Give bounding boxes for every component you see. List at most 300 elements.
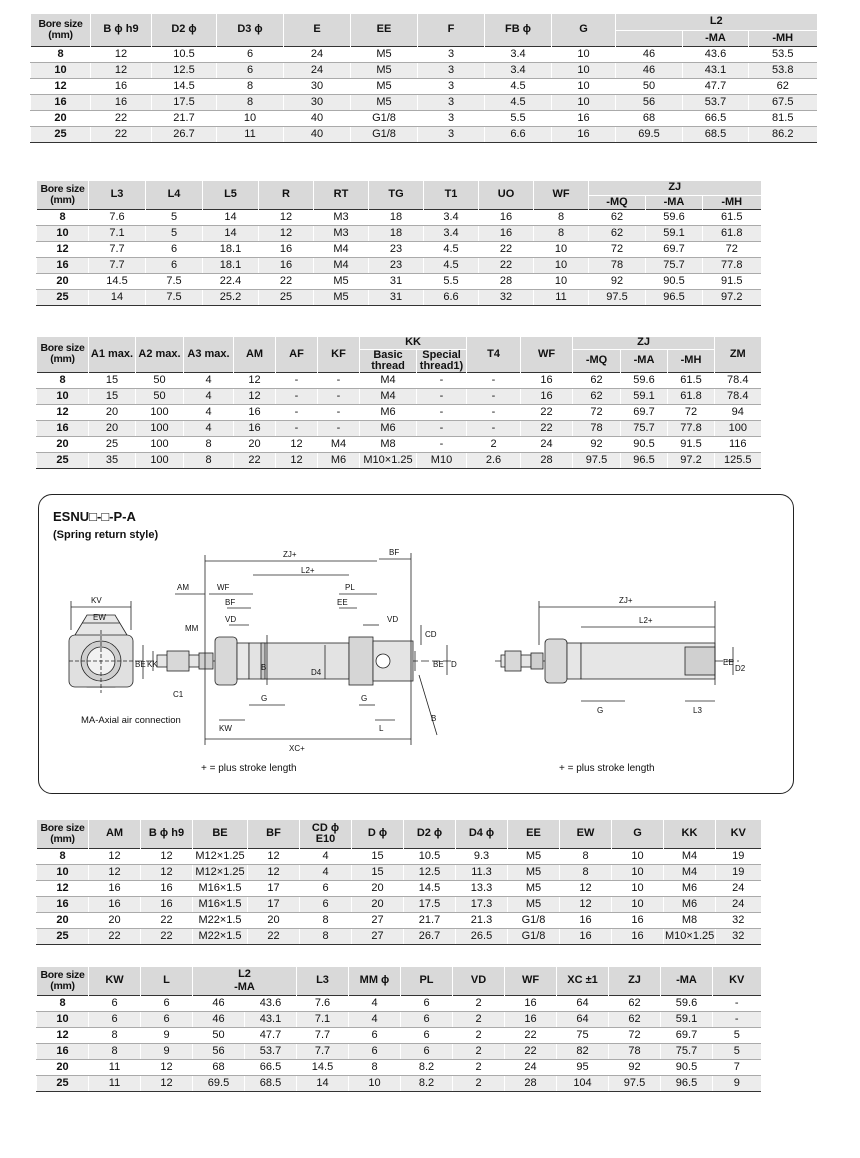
table-cell: 30 <box>284 94 351 110</box>
header-b: B ϕ h9 <box>141 820 193 848</box>
label-l3: L3 <box>693 706 702 715</box>
table-cell: 16 <box>234 420 276 436</box>
table-cell: M8 <box>360 436 417 452</box>
table-cell: 4 <box>184 420 234 436</box>
table-cell: 3 <box>418 126 485 142</box>
table-cell: 27 <box>352 912 404 928</box>
table-cell: 6 <box>300 880 352 896</box>
table-row <box>37 1075 761 1091</box>
header-bore-size: Bore size (mm) <box>37 820 89 848</box>
table-cell: 9 <box>141 1043 193 1059</box>
table-cell: 22 <box>259 273 314 289</box>
table-cell: 78 <box>609 1043 661 1059</box>
header-e: E <box>284 14 351 46</box>
table-cell: 35 <box>89 452 136 468</box>
header-bore-size: Bore size (mm) <box>31 14 91 46</box>
table-cell: 116 <box>715 436 761 452</box>
header-am: AM <box>89 820 141 848</box>
table-cell: - <box>276 420 318 436</box>
table-cell: 10.5 <box>404 848 456 864</box>
table-cell: 46 <box>616 62 683 78</box>
table-cell: 50 <box>616 78 683 94</box>
cylinder-side-view <box>135 637 451 685</box>
table-cell: 68 <box>616 110 683 126</box>
table-cell: 62 <box>589 225 646 241</box>
table-cell: 100 <box>136 420 184 436</box>
table-cell: 16 <box>479 225 534 241</box>
table-cell: M6 <box>360 404 417 420</box>
table-cell: 10 <box>552 46 616 62</box>
table-cell: 43.1 <box>245 1011 297 1027</box>
table-cell: G1/8 <box>351 126 418 142</box>
table-cell: 17 <box>248 880 300 896</box>
table-cell: M6 <box>664 896 716 912</box>
table-cell: 86.2 <box>749 126 817 142</box>
table-cell: 5 <box>713 1027 761 1043</box>
table-cell: 50 <box>193 1027 245 1043</box>
table-cell: 31 <box>369 289 424 305</box>
table-row <box>37 912 761 928</box>
header-ee: EE <box>351 14 418 46</box>
table-cell: 2 <box>453 1027 505 1043</box>
table-cell: 15 <box>89 372 136 388</box>
header-rt: RT <box>314 181 369 209</box>
end-view-hex <box>69 615 133 693</box>
table-cell: 19 <box>716 848 761 864</box>
table-cell: 22 <box>89 928 141 944</box>
table-cell: 66.5 <box>683 110 749 126</box>
header-bore-size: Bore size (mm) <box>37 337 89 372</box>
table-cell: M5 <box>508 848 560 864</box>
table-cell: 6 <box>401 1043 453 1059</box>
table-cell: - <box>417 420 467 436</box>
table-cell: 97.5 <box>573 452 621 468</box>
table-cell: 16 <box>521 388 573 404</box>
axial-air-note: MA-Axial air connection <box>81 715 181 726</box>
table-cell: 25.2 <box>203 289 259 305</box>
header-kk-special: Special thread1) <box>417 349 467 372</box>
table-cell: 4 <box>300 864 352 880</box>
table-cell: M8 <box>664 912 716 928</box>
table-cell: 11 <box>534 289 589 305</box>
table-cell: M6 <box>360 420 417 436</box>
label-pl: PL <box>345 583 355 592</box>
table-cell: 10 <box>349 1075 401 1091</box>
table-cell: 43.6 <box>245 995 297 1011</box>
table-cell: 20 <box>352 896 404 912</box>
bore-size-cell: 20 <box>37 273 89 289</box>
table-cell: - <box>276 388 318 404</box>
table-cell: 16 <box>521 372 573 388</box>
table-cell: 8 <box>89 1043 141 1059</box>
table-cell: 6 <box>401 995 453 1011</box>
bore-size-cell: 12 <box>37 241 89 257</box>
table-cell: 53.8 <box>749 62 817 78</box>
header-uo: UO <box>479 181 534 209</box>
table-cell: 77.8 <box>703 257 761 273</box>
table-row <box>37 848 761 864</box>
table-cell: 12 <box>141 1075 193 1091</box>
header-f: F <box>418 14 485 46</box>
header-kv: KV <box>716 820 761 848</box>
header-l2: L2 <box>193 967 297 981</box>
table-cell: 6 <box>141 995 193 1011</box>
table-cell: - <box>318 388 360 404</box>
header-a1: A1 max. <box>89 337 136 372</box>
table-cell: M5 <box>508 896 560 912</box>
bore-size-cell: 25 <box>37 289 89 305</box>
table-cell: M5 <box>351 46 418 62</box>
table-cell: M16×1.5 <box>193 896 248 912</box>
table-cell: 12 <box>259 209 314 225</box>
table-cell: - <box>318 404 360 420</box>
table-cell: 9 <box>713 1075 761 1091</box>
table-3-body <box>37 372 761 468</box>
table-cell: 82 <box>557 1043 609 1059</box>
table-row <box>37 864 761 880</box>
bore-size-cell: 12 <box>37 880 89 896</box>
table-cell: 4.5 <box>424 241 479 257</box>
label-g-right: G <box>597 706 604 715</box>
table-row <box>37 404 761 420</box>
table-cell: M4 <box>664 848 716 864</box>
table-cell: 6 <box>300 896 352 912</box>
label-ew: EW <box>93 613 106 622</box>
table-cell: 12 <box>89 864 141 880</box>
table-cell: 28 <box>521 452 573 468</box>
table-cell: 17 <box>248 896 300 912</box>
table-cell: 4 <box>349 1011 401 1027</box>
table-cell: 3 <box>418 62 485 78</box>
header-t1: T1 <box>424 181 479 209</box>
table-cell: 10 <box>552 78 616 94</box>
bore-size-cell: 8 <box>37 209 89 225</box>
table-cell: 62 <box>609 1011 661 1027</box>
table-cell: 8 <box>300 912 352 928</box>
header-zm: ZM <box>715 337 761 372</box>
table-cell: 8 <box>217 78 284 94</box>
table-cell: 81.5 <box>749 110 817 126</box>
table-cell: 20 <box>248 912 300 928</box>
bore-size-cell: 16 <box>37 896 89 912</box>
table-cell: 56 <box>193 1043 245 1059</box>
bore-size-cell: 8 <box>31 46 91 62</box>
table-cell: 4.5 <box>424 257 479 273</box>
table-cell: 7.6 <box>297 995 349 1011</box>
header-zj: ZJ <box>589 181 761 195</box>
table-cell: M10×1.25 <box>360 452 417 468</box>
header-zj: ZJ <box>609 967 661 995</box>
table-cell: 22 <box>521 420 573 436</box>
table-cell: 23 <box>369 241 424 257</box>
label-kv: KV <box>91 596 102 605</box>
table-cell: - <box>318 372 360 388</box>
table-row <box>37 225 761 241</box>
table-cell: 8 <box>89 1027 141 1043</box>
table-cell: 3.4 <box>424 209 479 225</box>
table-cell: 72 <box>703 241 761 257</box>
header-d: D ϕ <box>352 820 404 848</box>
table-cell: G1/8 <box>508 912 560 928</box>
label-b-angled: B <box>431 714 437 723</box>
table-cell: 14 <box>297 1075 349 1091</box>
table-cell: 12 <box>141 1059 193 1075</box>
header-zj-ma: -MA <box>646 195 703 209</box>
table-cell: 7.6 <box>89 209 146 225</box>
table-cell: 18.1 <box>203 241 259 257</box>
table-cell: 100 <box>136 404 184 420</box>
table-cell: 24 <box>716 896 761 912</box>
label-c1: C1 <box>173 690 184 699</box>
table-cell: 12 <box>91 46 152 62</box>
table-row <box>37 896 761 912</box>
table-cell: 7.7 <box>297 1043 349 1059</box>
drawing-title: ESNU□-□-P-A <box>53 509 136 524</box>
table-cell: 16 <box>259 241 314 257</box>
table-cell: 12 <box>276 436 318 452</box>
table-cell: 72 <box>589 241 646 257</box>
label-cd: CD <box>425 630 437 639</box>
table-cell: 3 <box>418 78 485 94</box>
table-cell: M4 <box>318 436 360 452</box>
table-cell: 8 <box>534 225 589 241</box>
table-cell: 32 <box>479 289 534 305</box>
table-cell: 32 <box>716 912 761 928</box>
bore-size-cell: 25 <box>37 1075 89 1091</box>
table-cell: 75.7 <box>661 1043 713 1059</box>
table-1-body <box>31 46 817 142</box>
table-cell: 69.5 <box>616 126 683 142</box>
table-cell: 6.6 <box>424 289 479 305</box>
header-pl: PL <box>401 967 453 995</box>
table-cell: 16 <box>479 209 534 225</box>
table-cell: 17.5 <box>152 94 217 110</box>
table-cell: 16 <box>234 404 276 420</box>
table-cell: - <box>318 420 360 436</box>
table-cell: G1/8 <box>351 110 418 126</box>
table-row <box>37 436 761 452</box>
table-cell: 22 <box>234 452 276 468</box>
table-cell: 2 <box>453 995 505 1011</box>
header-g: G <box>612 820 664 848</box>
header-l3: L3 <box>297 967 349 995</box>
label-b: B <box>261 663 267 672</box>
header-bf: BF <box>248 820 300 848</box>
header-zj: ZJ <box>573 337 715 349</box>
table-cell: 21.7 <box>404 912 456 928</box>
table-cell: 16 <box>552 126 616 142</box>
label-l: L <box>379 724 384 733</box>
table-cell: 92 <box>589 273 646 289</box>
table-cell: - <box>467 404 521 420</box>
header-mm: MM ϕ <box>349 967 401 995</box>
table-cell: 20 <box>234 436 276 452</box>
table-cell: M3 <box>314 209 369 225</box>
table-cell: M4 <box>360 388 417 404</box>
table-cell: 61.8 <box>668 388 715 404</box>
table-row <box>37 1027 761 1043</box>
dimensions-table-3 <box>36 337 761 469</box>
table-cell: 24 <box>505 1059 557 1075</box>
table-cell: 6.6 <box>485 126 552 142</box>
table-cell: 6 <box>146 241 203 257</box>
table-cell: 90.5 <box>661 1059 713 1075</box>
table-cell: 67.5 <box>749 94 817 110</box>
table-cell: 21.7 <box>152 110 217 126</box>
table-cell: 125.5 <box>715 452 761 468</box>
table-row <box>31 46 817 62</box>
bore-size-cell: 10 <box>37 388 89 404</box>
header-wf: WF <box>521 337 573 372</box>
table-cell: 10 <box>552 94 616 110</box>
table-cell: 24 <box>716 880 761 896</box>
table-cell: 17.3 <box>456 896 508 912</box>
table-cell: 62 <box>749 78 817 94</box>
table-cell: 62 <box>589 209 646 225</box>
table-cell: 6 <box>217 46 284 62</box>
table-cell: - <box>417 388 467 404</box>
table-cell: 18.1 <box>203 257 259 273</box>
bore-size-cell: 12 <box>37 1027 89 1043</box>
table-cell: 28 <box>505 1075 557 1091</box>
table-cell: 46 <box>193 995 245 1011</box>
table-cell: 12 <box>89 848 141 864</box>
table-cell: 78 <box>589 257 646 273</box>
table-cell: 4.5 <box>485 78 552 94</box>
header-bore-size: Bore size (mm) <box>37 967 89 995</box>
table-row <box>37 289 761 305</box>
bore-size-cell: 25 <box>37 928 89 944</box>
label-g-2: G <box>361 694 368 703</box>
header-l3: L3 <box>89 181 146 209</box>
bore-size-cell: 16 <box>37 420 89 436</box>
table-cell: 61.8 <box>703 225 761 241</box>
table-cell: 53.5 <box>749 46 817 62</box>
table-cell: 20 <box>89 912 141 928</box>
table-cell: 6 <box>89 1011 141 1027</box>
table-cell: 7.1 <box>89 225 146 241</box>
table-cell: M4 <box>360 372 417 388</box>
table-cell: 16 <box>560 912 612 928</box>
dimensions-table-5 <box>36 967 761 1092</box>
table-row <box>31 94 817 110</box>
table-5-body <box>37 995 761 1091</box>
table-row <box>31 126 817 142</box>
table-cell: 3.4 <box>424 225 479 241</box>
table-cell: 8.2 <box>401 1059 453 1075</box>
table-cell: 30 <box>284 78 351 94</box>
header-l2-ma: -MA <box>193 981 297 995</box>
table-cell: 96.5 <box>621 452 668 468</box>
table-cell: 22 <box>505 1027 557 1043</box>
table-cell: 59.6 <box>621 372 668 388</box>
table-cell: 3 <box>418 110 485 126</box>
header-kk-basic: Basic thread <box>360 349 417 372</box>
table-cell: M5 <box>508 880 560 896</box>
table-cell: 12 <box>259 225 314 241</box>
table-cell: 72 <box>609 1027 661 1043</box>
table-cell: 69.7 <box>621 404 668 420</box>
table-row <box>37 388 761 404</box>
table-cell: 20 <box>89 420 136 436</box>
bore-size-cell: 12 <box>37 404 89 420</box>
table-row <box>37 241 761 257</box>
table-cell: 50 <box>136 388 184 404</box>
table-cell: 7.5 <box>146 289 203 305</box>
table-cell: 10 <box>612 896 664 912</box>
table-cell: 59.6 <box>646 209 703 225</box>
table-cell: 5 <box>146 209 203 225</box>
table-cell: - <box>467 420 521 436</box>
dimensions-table-1 <box>30 14 817 143</box>
table-cell: M5 <box>351 94 418 110</box>
table-cell: 16 <box>89 896 141 912</box>
table-row <box>37 420 761 436</box>
bore-size-cell: 25 <box>31 126 91 142</box>
header-be: BE <box>193 820 248 848</box>
table-cell: 7.5 <box>146 273 203 289</box>
header-r: R <box>259 181 314 209</box>
table-cell: 22 <box>479 257 534 273</box>
table-cell: 69.5 <box>193 1075 245 1091</box>
table-cell: - <box>276 372 318 388</box>
table-row <box>37 928 761 944</box>
table-cell: 6 <box>141 1011 193 1027</box>
table-cell: 6 <box>217 62 284 78</box>
table-cell: 91.5 <box>668 436 715 452</box>
table-cell: 16 <box>89 880 141 896</box>
label-xc-plus: XC+ <box>289 744 305 753</box>
header-zj-mq: -MQ <box>589 195 646 209</box>
bore-size-cell: 20 <box>37 436 89 452</box>
table-cell: 8 <box>349 1059 401 1075</box>
bore-size-cell: 10 <box>37 864 89 880</box>
table-cell: 5.5 <box>424 273 479 289</box>
table-cell: 26.5 <box>456 928 508 944</box>
header-d3: D3 ϕ <box>217 14 284 46</box>
table-cell: 43.1 <box>683 62 749 78</box>
bore-size-cell: 10 <box>31 62 91 78</box>
header-l2-base <box>616 30 683 46</box>
header-zj-ma: -MA <box>661 967 713 995</box>
table-cell: 11 <box>89 1075 141 1091</box>
bore-size-cell: 16 <box>37 257 89 273</box>
label-d: D <box>451 660 457 669</box>
table-cell: 69.7 <box>661 1027 713 1043</box>
table-cell: 14 <box>203 209 259 225</box>
table-cell: 18 <box>369 225 424 241</box>
table-cell: 8 <box>534 209 589 225</box>
table-cell: 22 <box>505 1043 557 1059</box>
table-row <box>31 62 817 78</box>
table-cell: 59.1 <box>661 1011 713 1027</box>
table-cell: M6 <box>318 452 360 468</box>
table-cell: 2 <box>453 1043 505 1059</box>
table-cell: 13.3 <box>456 880 508 896</box>
bore-size-cell: 8 <box>37 848 89 864</box>
table-cell: 91.5 <box>703 273 761 289</box>
label-wf: WF <box>217 583 230 592</box>
table-cell: 4 <box>184 388 234 404</box>
table-cell: 15 <box>352 864 404 880</box>
table-cell: 40 <box>284 126 351 142</box>
table-cell: 7.1 <box>297 1011 349 1027</box>
table-cell: 8 <box>184 436 234 452</box>
table-cell: 3 <box>418 94 485 110</box>
table-cell: 10.5 <box>152 46 217 62</box>
table-cell: 16 <box>141 896 193 912</box>
table-cell: 22 <box>91 110 152 126</box>
